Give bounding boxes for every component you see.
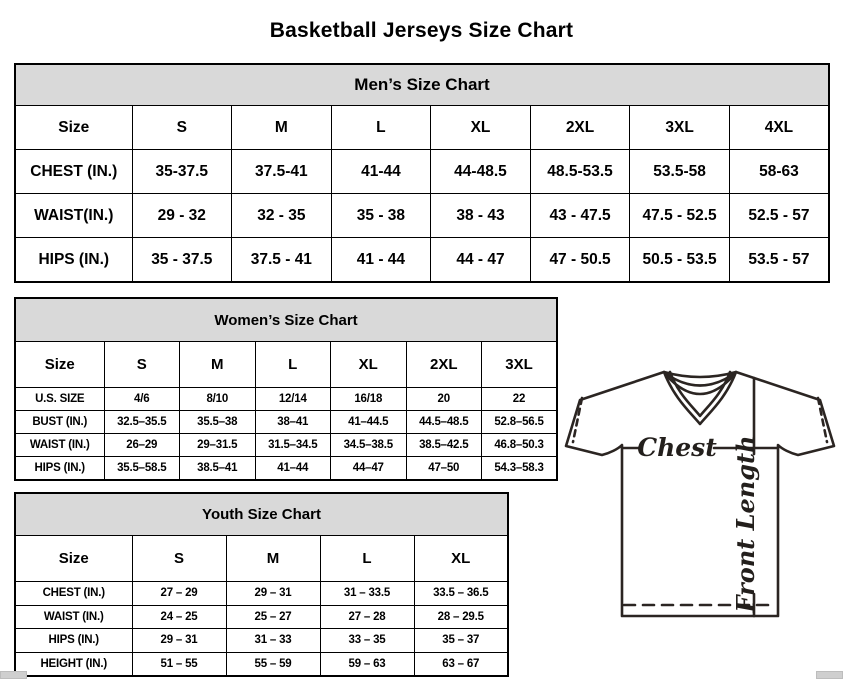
row-label: HIPS (IN.)	[15, 238, 132, 283]
header-cell: S	[104, 342, 180, 388]
value-cell: 52.8–56.5	[482, 411, 558, 434]
header-cell: M	[232, 106, 332, 150]
value-cell: 29 – 31	[132, 629, 226, 653]
value-cell: 38.5–42.5	[406, 434, 482, 457]
value-cell: 32.5–35.5	[104, 411, 180, 434]
header-cell: M	[226, 536, 320, 582]
value-cell: 44–47	[331, 457, 407, 481]
value-cell: 55 – 59	[226, 652, 320, 676]
header-cell: 2XL	[406, 342, 482, 388]
value-cell: 35 - 37.5	[132, 238, 232, 283]
value-cell: 27 – 29	[132, 582, 226, 606]
value-cell: 24 – 25	[132, 605, 226, 629]
value-cell: 35.5–58.5	[104, 457, 180, 481]
table-row	[15, 238, 829, 283]
table-row	[15, 388, 557, 411]
womens-chart-title: Women’s Size Chart	[15, 298, 557, 342]
value-cell: 31.5–34.5	[255, 434, 331, 457]
row-label: BUST (IN.)	[15, 411, 104, 434]
table-row	[15, 605, 508, 629]
table-row	[15, 411, 557, 434]
header-cell: XL	[331, 342, 407, 388]
header-cell: XL	[431, 106, 531, 150]
header-cell: S	[132, 536, 226, 582]
value-cell: 41–44	[255, 457, 331, 481]
value-cell: 20	[406, 388, 482, 411]
value-cell: 59 – 63	[320, 652, 414, 676]
page-title: Basketball Jerseys Size Chart	[269, 19, 574, 43]
header-cell: L	[320, 536, 414, 582]
value-cell: 33.5 – 36.5	[414, 582, 508, 606]
value-cell: 29 – 31	[226, 582, 320, 606]
value-cell: 31 – 33.5	[320, 582, 414, 606]
header-cell: 2XL	[530, 106, 630, 150]
row-label: HEIGHT (IN.)	[15, 652, 132, 676]
header-cell: XL	[414, 536, 508, 582]
value-cell: 43 - 47.5	[530, 194, 630, 238]
row-label: CHEST (IN.)	[15, 150, 132, 194]
jersey-measurement-diagram	[556, 358, 843, 626]
table-row	[15, 536, 508, 582]
header-cell: Size	[15, 342, 104, 388]
value-cell: 16/18	[331, 388, 407, 411]
value-cell: 47 - 50.5	[530, 238, 630, 283]
jersey-outline	[566, 372, 834, 616]
value-cell: 41–44.5	[331, 411, 407, 434]
value-cell: 47–50	[406, 457, 482, 481]
table-row	[15, 629, 508, 653]
row-label: HIPS (IN.)	[15, 457, 104, 481]
value-cell: 38–41	[255, 411, 331, 434]
value-cell: 35 – 37	[414, 629, 508, 653]
value-cell: 27 – 28	[320, 605, 414, 629]
header-cell: Size	[15, 106, 132, 150]
value-cell: 41 - 44	[331, 238, 431, 283]
table-row	[15, 582, 508, 606]
value-cell: 38 - 43	[431, 194, 531, 238]
table-row	[15, 434, 557, 457]
value-cell: 34.5–38.5	[331, 434, 407, 457]
value-cell: 31 – 33	[226, 629, 320, 653]
header-cell: 3XL	[482, 342, 558, 388]
value-cell: 8/10	[180, 388, 256, 411]
table-row	[15, 457, 557, 481]
table-row	[15, 150, 829, 194]
row-label: CHEST (IN.)	[15, 582, 132, 606]
youth-size-chart-table	[14, 492, 509, 677]
value-cell: 41-44	[331, 150, 431, 194]
table-row	[15, 64, 829, 106]
value-cell: 53.5-58	[630, 150, 730, 194]
header-cell: M	[180, 342, 256, 388]
horizontal-scrollbar-left-button[interactable]	[0, 671, 27, 679]
row-label: HIPS (IN.)	[15, 629, 132, 653]
value-cell: 52.5 - 57	[729, 194, 829, 238]
table-row	[15, 106, 829, 150]
value-cell: 28 – 29.5	[414, 605, 508, 629]
table-row	[15, 652, 508, 676]
value-cell: 29 - 32	[132, 194, 232, 238]
value-cell: 35 - 38	[331, 194, 431, 238]
value-cell: 12/14	[255, 388, 331, 411]
header-cell: L	[255, 342, 331, 388]
value-cell: 37.5 - 41	[232, 238, 332, 283]
value-cell: 58-63	[729, 150, 829, 194]
mens-chart-title: Men’s Size Chart	[15, 64, 829, 106]
value-cell: 35.5–38	[180, 411, 256, 434]
table-row	[15, 493, 508, 536]
table-row	[15, 194, 829, 238]
value-cell: 35-37.5	[132, 150, 232, 194]
value-cell: 50.5 - 53.5	[630, 238, 730, 283]
table-row	[15, 298, 557, 342]
horizontal-scrollbar-right-button[interactable]	[816, 671, 843, 679]
value-cell: 54.3–58.3	[482, 457, 558, 481]
womens-size-chart-table	[14, 297, 558, 481]
value-cell: 32 - 35	[232, 194, 332, 238]
row-label: WAIST (IN.)	[15, 605, 132, 629]
row-label: WAIST (IN.)	[15, 434, 104, 457]
header-cell: S	[132, 106, 232, 150]
value-cell: 25 – 27	[226, 605, 320, 629]
row-label: WAIST(IN.)	[15, 194, 132, 238]
value-cell: 22	[482, 388, 558, 411]
value-cell: 51 – 55	[132, 652, 226, 676]
value-cell: 26–29	[104, 434, 180, 457]
value-cell: 33 – 35	[320, 629, 414, 653]
value-cell: 29–31.5	[180, 434, 256, 457]
mens-size-chart-table	[14, 63, 830, 283]
header-cell: 3XL	[630, 106, 730, 150]
value-cell: 37.5-41	[232, 150, 332, 194]
youth-chart-title: Youth Size Chart	[15, 493, 508, 536]
chest-label: Chest	[637, 433, 717, 462]
header-cell: 4XL	[729, 106, 829, 150]
row-label: U.S. SIZE	[15, 388, 104, 411]
value-cell: 4/6	[104, 388, 180, 411]
value-cell: 63 – 67	[414, 652, 508, 676]
header-cell: Size	[15, 536, 132, 582]
table-row	[15, 342, 557, 388]
value-cell: 47.5 - 52.5	[630, 194, 730, 238]
header-cell: L	[331, 106, 431, 150]
value-cell: 38.5–41	[180, 457, 256, 481]
value-cell: 46.8–50.3	[482, 434, 558, 457]
value-cell: 44-48.5	[431, 150, 531, 194]
front-length-label: Front Length	[731, 435, 760, 613]
value-cell: 44 - 47	[431, 238, 531, 283]
value-cell: 44.5–48.5	[406, 411, 482, 434]
value-cell: 53.5 - 57	[729, 238, 829, 283]
value-cell: 48.5-53.5	[530, 150, 630, 194]
